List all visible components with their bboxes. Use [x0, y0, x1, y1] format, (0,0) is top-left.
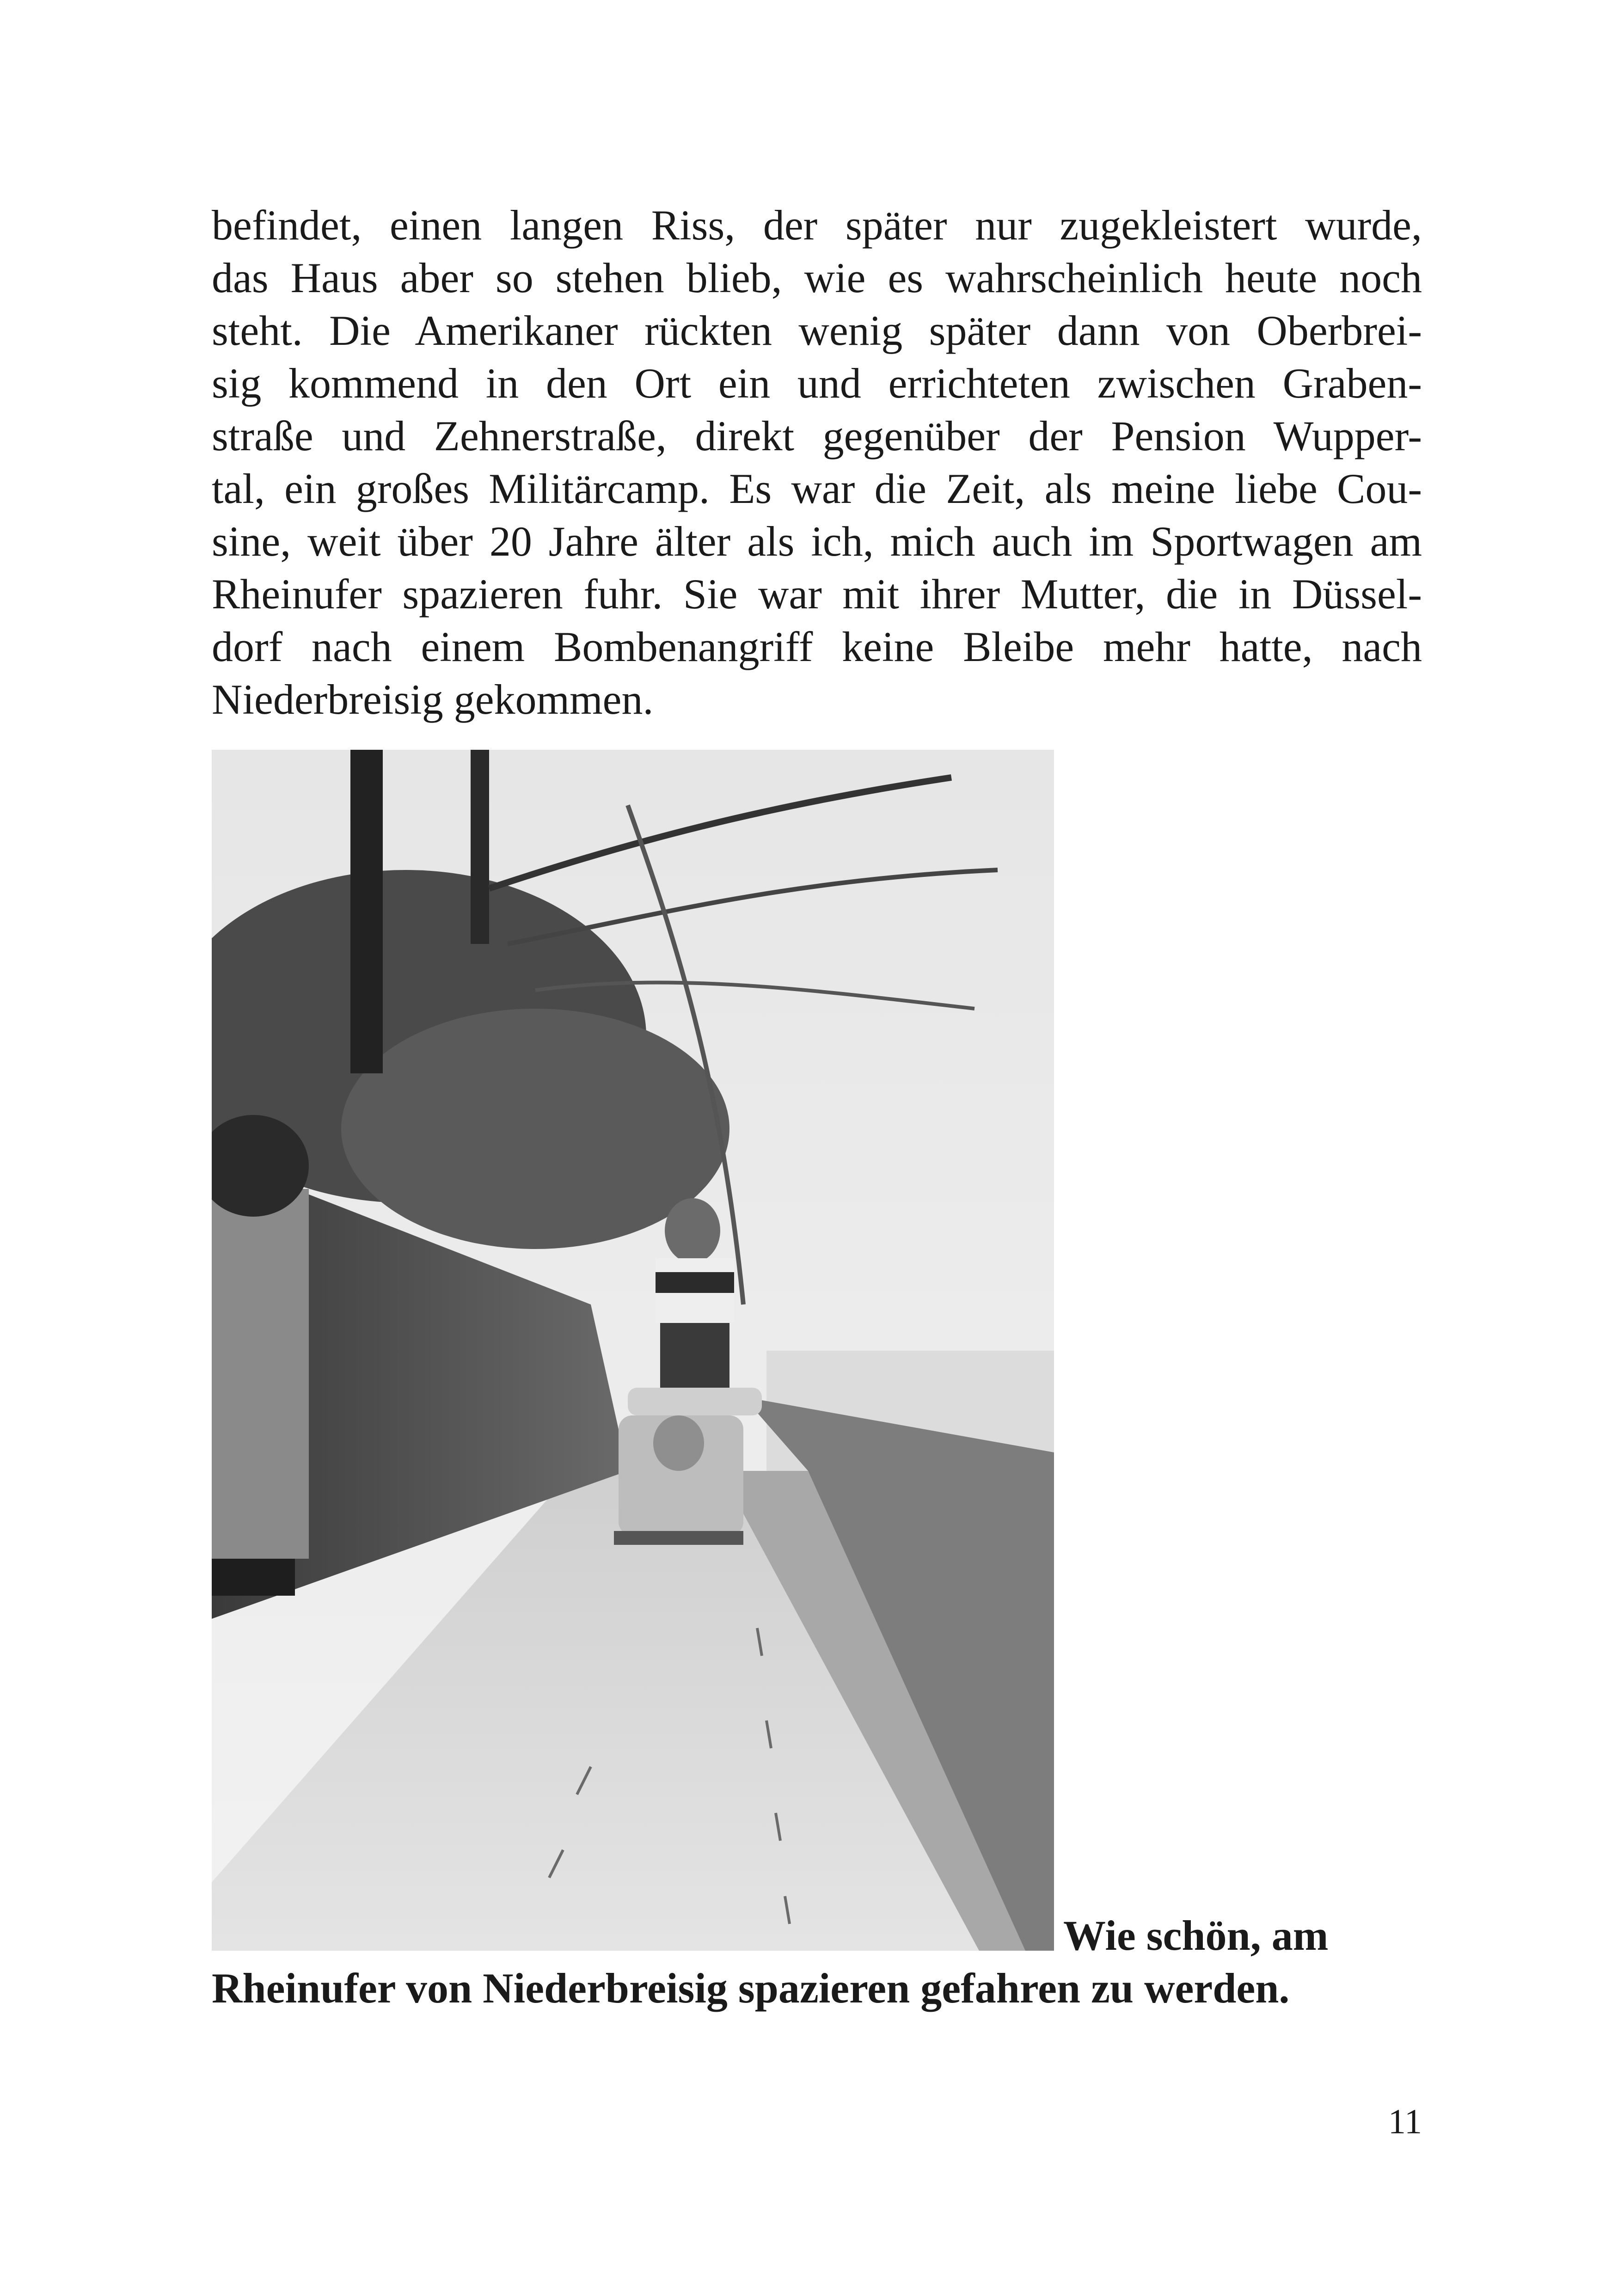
body-line: Rheinufer spazieren fuhr. Sie war mit ihrer Mutter, die in Düssel- — [212, 570, 1422, 618]
body-line: steht. Die Amerikaner rückten wenig später dann von Oberbrei- — [212, 307, 1422, 354]
body-line: dorf nach einem Bombenangriff keine Bleibe mehr hatte, nach — [212, 623, 1422, 670]
body-line: befindet, einen langen Riss, der später nur zugekleistert wurde, — [212, 202, 1422, 249]
body-line: tal, ein großes Militärcamp. Es war die Zeit, als meine liebe Cou- — [212, 465, 1422, 512]
body-line: Niederbreisig gekommen. — [212, 676, 654, 723]
body-line: straße und Zehnerstraße, direkt gegenüber der Pension Wupper- — [212, 412, 1422, 459]
photo-caption-line-1: Wie schön, am — [1063, 1912, 1329, 1959]
photo-caption-line-2: Rheinufer von Niederbreisig spazieren gefahren zu werden. — [212, 1965, 1290, 2012]
body-line: sig kommend in den Ort ein und errichteten zwischen Graben- — [212, 360, 1422, 407]
body-paragraph — [212, 199, 1422, 726]
page-number: 11 — [1388, 2102, 1422, 2141]
body-line: sine, weit über 20 Jahre älter als ich, mich auch im Sportwagen am — [212, 518, 1422, 565]
body-line: das Haus aber so stehen blieb, wie es wahrscheinlich heute noch — [212, 254, 1422, 301]
photo-promenade — [212, 750, 1054, 1951]
